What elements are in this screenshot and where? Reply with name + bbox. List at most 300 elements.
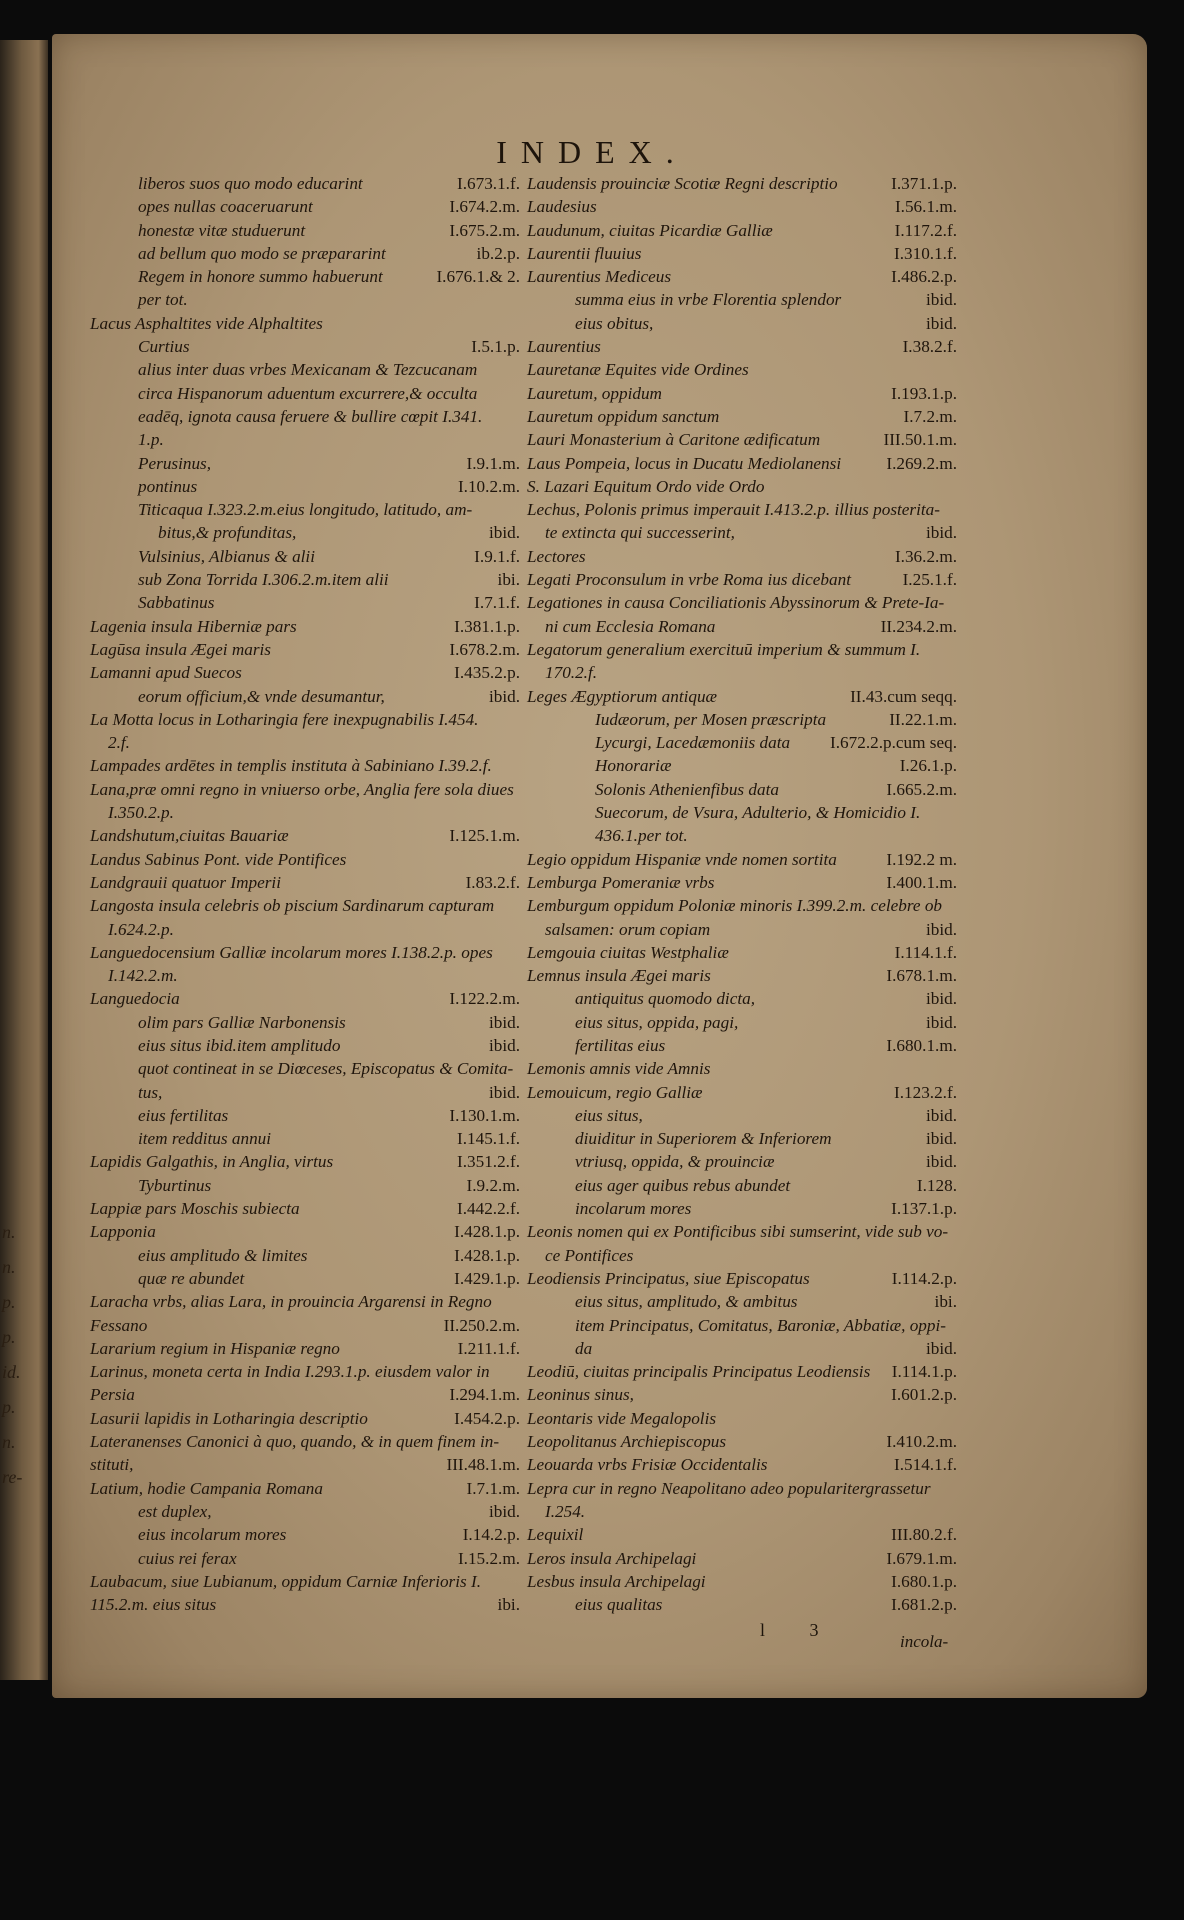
index-entry-text: Lagūsa insula Ægei maris xyxy=(90,639,271,659)
index-entry xyxy=(90,382,520,405)
index-entry xyxy=(527,1127,957,1150)
index-entry-text: eius obitus, xyxy=(575,313,654,333)
adjacent-page-fragments xyxy=(2,1215,42,1495)
index-entry-text: Legio oppidum Hispaniæ vnde nomen sortita xyxy=(527,849,837,869)
index-entry xyxy=(90,1034,520,1057)
edge-fragment: re- xyxy=(2,1467,23,1487)
index-entry-reference: ibid. xyxy=(925,290,957,310)
index-entry-text: Laracha vrbs, alias Lara, in prouincia Argarensi in Regno xyxy=(90,1292,492,1312)
index-entry-reference: I.38.2.f. xyxy=(902,337,957,357)
index-entry-reference: I.7.1.f. xyxy=(474,593,520,613)
index-entry-text: circa Hispanorum aduentum excurrere,& occulta xyxy=(138,383,478,403)
index-entry-text: ni cum Ecclesia Romana xyxy=(545,616,716,636)
index-entry-reference: I.130.1.m. xyxy=(449,1105,520,1125)
index-entry xyxy=(527,1523,957,1546)
index-entry xyxy=(90,1220,520,1243)
index-entry xyxy=(527,685,957,708)
signature-mark: l 3 xyxy=(760,1620,839,1640)
index-entry xyxy=(527,358,957,381)
index-entry-text: Legatorum generalium exercituū imperium & summum I. xyxy=(527,639,921,659)
index-entry xyxy=(90,498,520,521)
index-entry xyxy=(527,195,957,218)
index-entry xyxy=(90,661,520,684)
index-entry-text: item redditus annui xyxy=(138,1129,272,1149)
index-entry xyxy=(90,1547,520,1570)
index-entry xyxy=(527,1197,957,1220)
index-entry-text: Lepra cur in regno Neapolitano adeo popularitergrassetur xyxy=(527,1478,931,1498)
index-entry xyxy=(527,964,957,987)
index-entry-text: antiquitus quomodo dicta, xyxy=(575,989,755,1009)
index-entry-text: Laurentius xyxy=(527,337,601,357)
index-entry-reference: I.678.1.m. xyxy=(886,966,957,986)
index-entry-text: Lampades ardētes in templis instituta à Sabiniano I.39.2.f. xyxy=(90,756,492,776)
index-entry-text: Tyburtinus xyxy=(138,1175,212,1195)
page-header: INDEX. xyxy=(496,134,688,170)
index-entry xyxy=(90,1267,520,1290)
index-entry-reference: III.50.1.m. xyxy=(883,430,957,450)
index-entry-reference: I.673.1.f. xyxy=(456,174,520,193)
edge-fragment: n. xyxy=(2,1432,16,1452)
index-entry-text: fertilitas eius xyxy=(575,1035,666,1055)
index-entry xyxy=(527,638,957,661)
index-entry xyxy=(527,1011,957,1034)
index-entry xyxy=(90,242,520,265)
index-entry xyxy=(90,918,520,941)
index-entry-reference: I.674.2.m. xyxy=(449,197,520,217)
index-entry-text: Latium, hodie Campania Romana xyxy=(90,1478,323,1498)
index-entry xyxy=(90,1453,520,1476)
index-entry-text: da xyxy=(575,1338,593,1358)
index-entry xyxy=(90,894,520,917)
index-entry-reference: I.442.2.f. xyxy=(456,1199,520,1219)
index-entry-text: liberos suos quo modo educarint xyxy=(138,174,363,193)
index-entry xyxy=(527,824,957,847)
index-entry xyxy=(527,498,957,521)
index-entry xyxy=(527,1500,957,1523)
index-entry xyxy=(90,1523,520,1546)
index-entry-text: 2.f. xyxy=(108,733,130,753)
index-entry xyxy=(527,1220,957,1243)
index-entry-reference: I.114.2.p. xyxy=(891,1268,957,1288)
index-entry xyxy=(90,708,520,731)
index-entry xyxy=(90,731,520,754)
index-entry-reference: I.672.2.p.cum seq. xyxy=(830,733,957,753)
index-entry xyxy=(90,1081,520,1104)
index-entry-text: Lamanni apud Suecos xyxy=(90,663,242,683)
index-entry xyxy=(90,848,520,871)
index-entry-text: S. Lazari Equitum Ordo vide Ordo xyxy=(527,476,765,496)
index-entry-text: Lauri Monasterium à Caritone ædificatum xyxy=(527,430,821,450)
index-entry-reference: I.114.1.p. xyxy=(891,1362,957,1382)
index-entry-text: Landshutum,ciuitas Bauariæ xyxy=(90,826,289,846)
index-entry-reference: I.514.1.f. xyxy=(893,1455,957,1475)
index-entry-reference: ibid. xyxy=(488,686,520,706)
index-entry xyxy=(527,778,957,801)
index-entry xyxy=(90,358,520,381)
index-entry-text: eorum officium,& vnde desumantur, xyxy=(138,686,385,706)
index-entry-reference: I.680.1.p. xyxy=(891,1571,957,1591)
index-entry-reference: I.454.2.p. xyxy=(454,1408,520,1428)
index-entry-text: Lemgouia ciuitas Westphaliæ xyxy=(527,942,729,962)
edge-fragment: p. xyxy=(2,1327,16,1347)
edge-fragment: id. xyxy=(2,1362,21,1382)
index-entry-reference: I.428.1.p. xyxy=(454,1222,520,1242)
index-entry-reference: II.250.2.m. xyxy=(443,1315,520,1335)
index-entry xyxy=(90,1593,520,1616)
index-entry-reference: II.43.cum seqq. xyxy=(850,686,957,706)
index-entry-text: item Principatus, Comitatus, Baroniæ, Abbatiæ, oppi- xyxy=(575,1315,946,1335)
index-entry-reference: I.678.2.m. xyxy=(449,639,520,659)
index-column-right xyxy=(527,172,957,1616)
index-entry xyxy=(527,545,957,568)
index-entry-text: Lectores xyxy=(527,546,586,566)
index-entry-reference: I.7.2.m. xyxy=(903,406,957,426)
index-entry-text: alius inter duas vrbes Mexicanam & Tezcucanam xyxy=(138,360,478,380)
index-entry-text: Lateranenses Canonici à quo, quando, & in quem finem in- xyxy=(90,1432,500,1452)
index-entry xyxy=(90,545,520,568)
index-entry-text: eius qualitas xyxy=(575,1595,663,1615)
index-entry xyxy=(527,335,957,358)
index-entry xyxy=(90,1150,520,1173)
index-entry-text: salsamen: orum copiam xyxy=(545,919,711,939)
index-entry-text: Laudesius xyxy=(527,197,597,217)
index-entry xyxy=(527,219,957,242)
index-entry xyxy=(90,987,520,1010)
index-entry xyxy=(90,1127,520,1150)
index-entry xyxy=(527,1477,957,1500)
index-entry-text: Persia xyxy=(90,1385,135,1405)
index-entry xyxy=(527,848,957,871)
index-entry-reference: I.680.1.m. xyxy=(886,1035,957,1055)
index-entry-text: Titicaqua I.323.2.m.eius longitudo, latitudo, am- xyxy=(138,500,473,520)
index-entry-text: Honorariæ xyxy=(595,756,672,776)
index-entry xyxy=(90,1477,520,1500)
index-entry-reference: I.211.1.f. xyxy=(457,1338,520,1358)
index-entry-reference: I.36.2.m. xyxy=(894,546,957,566)
index-entry-text: Lagenia insula Hiberniæ pars xyxy=(90,616,297,636)
index-entry-text: Langosta insula celebris ob piscium Sardinarum capturam xyxy=(90,896,495,916)
index-entry xyxy=(527,1104,957,1127)
index-entry-reference: I.193.1.p. xyxy=(891,383,957,403)
index-entry-text: bitus,& profunditas, xyxy=(158,523,297,543)
index-entry-text: ce Pontifices xyxy=(545,1245,634,1265)
index-entry xyxy=(527,941,957,964)
index-entry-text: Leontaris vide Megalopolis xyxy=(527,1408,717,1428)
index-entry-reference: I.137.1.p. xyxy=(891,1199,957,1219)
index-entry-text: opes nullas coaceruarunt xyxy=(138,197,313,217)
index-entry-text: summa eius in vrbe Florentia splendor xyxy=(575,290,842,310)
index-entry-reference: I.25.1.f. xyxy=(902,570,957,590)
index-entry xyxy=(90,638,520,661)
index-entry xyxy=(90,172,520,195)
index-entry-reference: ibid. xyxy=(925,1105,957,1125)
index-entry-reference: ibid. xyxy=(488,1012,520,1032)
index-entry xyxy=(527,312,957,335)
index-entry-text: Legati Proconsulum in vrbe Roma ius dicebant xyxy=(527,570,851,590)
index-entry xyxy=(90,871,520,894)
index-entry-text: eius situs, oppida, pagi, xyxy=(575,1012,739,1032)
index-entry-reference: ibid. xyxy=(925,523,957,543)
index-entry-text: Laus Pompeia, locus in Ducatu Mediolanensi xyxy=(527,453,842,473)
index-entry-text: Laurentius Mediceus xyxy=(527,267,672,287)
adjacent-page-edge xyxy=(0,40,48,1680)
index-entry xyxy=(527,1057,957,1080)
index-entry-reference: ibid. xyxy=(925,989,957,1009)
index-entry-reference: ibid. xyxy=(488,523,520,543)
index-entry xyxy=(90,428,520,451)
index-entry xyxy=(90,475,520,498)
index-entry-text: vtriusq, oppida, & prouinciæ xyxy=(575,1152,775,1172)
index-entry xyxy=(90,941,520,964)
index-entry-text: Sabbatinus xyxy=(138,593,215,613)
index-entry-text: Leouarda vrbs Frisiæ Occidentalis xyxy=(527,1455,768,1475)
index-entry-reference: ibid. xyxy=(925,919,957,939)
index-entry-text: 115.2.m. eius situs xyxy=(90,1595,217,1615)
index-entry xyxy=(90,312,520,335)
index-entry-reference: III.48.1.m. xyxy=(446,1455,520,1475)
index-entry xyxy=(90,1290,520,1313)
index-entry-text: eius situs, amplitudo, & ambitus xyxy=(575,1292,798,1312)
index-entry-text: Lemouicum, regio Galliæ xyxy=(527,1082,703,1102)
index-entry-text: La Motta locus in Lotharingia fere inexpugnabilis I.454. xyxy=(90,709,479,729)
index-entry xyxy=(527,1267,957,1290)
index-entry-reference: ibid. xyxy=(488,1035,520,1055)
index-entry-text: Leonis nomen qui ex Pontificibus sibi sumserint, vide sub vo- xyxy=(527,1222,949,1242)
index-entry xyxy=(90,1197,520,1220)
index-entry xyxy=(90,521,520,544)
index-entry-reference: I.675.2.m. xyxy=(449,220,520,240)
index-entry-text: Languedocensium Galliæ incolarum mores I.138.2.p. opes xyxy=(90,942,493,962)
index-entry-text: stituti, xyxy=(90,1455,134,1475)
index-entry xyxy=(527,987,957,1010)
index-entry-text: pontinus xyxy=(138,476,198,496)
index-entry-reference: ibid. xyxy=(925,313,957,333)
index-entry-text: 436.1.per tot. xyxy=(595,826,688,846)
index-entry xyxy=(90,1383,520,1406)
index-entry-text: Lemburgum oppidum Poloniæ minoris I.399.2.m. celebre ob xyxy=(527,896,943,916)
index-entry xyxy=(90,219,520,242)
index-entry-reference: I.681.2.p. xyxy=(891,1595,957,1615)
index-entry-text: Iudæorum, per Mosen præscripta xyxy=(595,709,827,729)
index-entry-reference: I.123.2.f. xyxy=(893,1082,957,1102)
index-column-left xyxy=(90,172,520,1616)
index-entry-text: Lycurgi, Lacedæmoniis data xyxy=(595,733,791,753)
index-entry xyxy=(527,1430,957,1453)
index-entry-text: est duplex, xyxy=(138,1501,212,1521)
index-entry-text: Fessano xyxy=(90,1315,148,1335)
index-entry xyxy=(527,288,957,311)
index-entry-text: eius fertilitas xyxy=(138,1105,229,1125)
index-entry xyxy=(90,1011,520,1034)
index-entry xyxy=(90,685,520,708)
index-entry-reference: I.410.2.m. xyxy=(886,1432,957,1452)
index-entry-text: Curtius xyxy=(138,337,190,357)
edge-fragment: p. xyxy=(2,1397,16,1417)
index-entry-reference: I.145.1.f. xyxy=(456,1129,520,1149)
index-entry-text: Leodiū, ciuitas principalis Principatus Leodiensis xyxy=(527,1362,871,1382)
index-entry-text: Lechus, Polonis primus imperauit I.413.2.p. illius posterita- xyxy=(527,500,940,520)
index-entry-text: diuiditur in Superiorem & Inferiorem xyxy=(575,1129,832,1149)
index-entry xyxy=(90,964,520,987)
index-entry-reference: I.56.1.m. xyxy=(894,197,957,217)
index-entry xyxy=(90,1337,520,1360)
index-entry xyxy=(90,754,520,777)
edge-fragment: p. xyxy=(2,1292,16,1312)
index-entry-text: Lauretum, oppidum xyxy=(527,383,662,403)
index-entry-text: Suecorum, de Vsura, Adulterio, & Homicidio I. xyxy=(595,803,921,823)
index-entry-text: Larinus, moneta certa in India I.293.1.p. eiusdem valor in xyxy=(90,1362,490,1382)
index-entry-text: Vulsinius, Albianus & alii xyxy=(138,546,315,566)
index-entry xyxy=(90,452,520,475)
index-entry-reference: ibid. xyxy=(925,1338,957,1358)
index-entry-text: Lana,præ omni regno in vniuerso orbe, Anglia fere sola diues xyxy=(90,779,514,799)
index-entry-reference: I.9.1.m. xyxy=(466,453,520,473)
index-entry xyxy=(527,382,957,405)
index-entry xyxy=(90,265,520,288)
index-entry xyxy=(90,1104,520,1127)
index-entry-reference: I.371.1.p. xyxy=(891,174,957,193)
index-entry-text: per tot. xyxy=(138,290,188,310)
index-entry-text: quæ re abundet xyxy=(138,1268,245,1288)
index-entry-text: Lauretum oppidum sanctum xyxy=(527,406,720,426)
index-entry-reference: I.269.2.m. xyxy=(886,453,957,473)
index-entry xyxy=(527,661,957,684)
index-entry-text: quot contineat in se Diœceses, Episcopatus & Comita- xyxy=(138,1059,514,1079)
index-entry-reference: I.429.1.p. xyxy=(454,1268,520,1288)
index-entry-reference: III.80.2.f. xyxy=(891,1525,957,1545)
index-entry-text: Leges Ægyptiorum antiquæ xyxy=(527,686,718,706)
index-entry-text: eadēq, ignota causa feruere & bullire cœpit I.341. xyxy=(138,406,483,426)
index-entry-text: Lemnus insula Ægei maris xyxy=(527,966,711,986)
index-entry-reference: I.310.1.f. xyxy=(893,243,957,263)
index-entry-text: Laubacum, siue Lubianum, oppidum Carniæ Inferioris I. xyxy=(90,1571,482,1591)
index-entry-reference: I.83.2.f. xyxy=(465,872,520,892)
index-entry xyxy=(90,1570,520,1593)
index-entry xyxy=(90,1360,520,1383)
index-entry xyxy=(90,778,520,801)
index-entry-reference: I.9.1.f. xyxy=(474,546,520,566)
index-entry-text: tus, xyxy=(138,1082,163,1102)
index-entry-reference: I.381.1.p. xyxy=(454,616,520,636)
index-entry-reference: I.117.2.f. xyxy=(894,220,957,240)
index-entry xyxy=(90,335,520,358)
index-entry xyxy=(527,265,957,288)
index-entry xyxy=(527,428,957,451)
index-entry-text: Lararium regium in Hispaniæ regno xyxy=(90,1338,340,1358)
index-entry-reference: I.5.1.p. xyxy=(471,337,520,357)
index-entry-text: Laurentii fluuius xyxy=(527,243,642,263)
index-entry xyxy=(527,801,957,824)
index-entry xyxy=(527,894,957,917)
index-entry xyxy=(527,452,957,475)
index-entry xyxy=(90,615,520,638)
index-entry xyxy=(527,1081,957,1104)
index-entry-reference: II.22.1.m. xyxy=(889,709,957,729)
index-entry xyxy=(90,1430,520,1453)
index-entry xyxy=(90,1407,520,1430)
index-entry-text: Solonis Athenienfibus data xyxy=(595,779,779,799)
index-entry xyxy=(90,591,520,614)
index-entry-reference: I.192.2 m. xyxy=(886,849,957,869)
index-entry-reference: I.679.1.m. xyxy=(886,1548,957,1568)
index-entry xyxy=(527,1570,957,1593)
index-entry-reference: ibid. xyxy=(925,1012,957,1032)
index-entry xyxy=(90,195,520,218)
index-entry-reference: ibid. xyxy=(488,1082,520,1102)
index-entry xyxy=(90,1314,520,1337)
index-entry xyxy=(527,754,957,777)
index-entry-text: Lesbus insula Archipelagi xyxy=(527,1571,706,1591)
index-entry-text: eius situs ibid.item amplitudo xyxy=(138,1035,341,1055)
index-entry-reference: I.14.2.p. xyxy=(462,1525,520,1545)
index-entry-text: cuius rei ferax xyxy=(138,1548,237,1568)
index-entry-reference: II.234.2.m. xyxy=(880,616,957,636)
index-entry-text: Languedocia xyxy=(90,989,180,1009)
index-entry-text: honestæ vitæ studuerunt xyxy=(138,220,306,240)
index-entry-text: Laudensis prouinciæ Scotiæ Regni descriptio xyxy=(527,174,838,193)
index-entry-reference: ibi. xyxy=(497,570,520,590)
index-entry xyxy=(90,288,520,311)
index-entry-text: Landus Sabinus Pont. vide Pontifices xyxy=(90,849,347,869)
index-entry xyxy=(90,1244,520,1267)
index-entry-text: Lacus Asphaltites vide Alphaltites xyxy=(90,313,323,333)
index-entry-text: Lemonis amnis vide Amnis xyxy=(527,1059,711,1079)
index-entry-text: I.624.2.p. xyxy=(108,919,174,939)
index-entry xyxy=(527,1453,957,1476)
index-entry-text: Leodiensis Principatus, siue Episcopatus xyxy=(527,1268,810,1288)
index-entry-text: Regem in honore summo habuerunt xyxy=(138,267,383,287)
index-entry-reference: ibi. xyxy=(934,1292,957,1312)
index-entry xyxy=(527,708,957,731)
index-entry-text: Perusinus, xyxy=(138,453,212,473)
index-entry-reference: I.26.1.p. xyxy=(899,756,957,776)
index-entry-text: eius incolarum mores xyxy=(138,1525,287,1545)
index-entry-text: Leoninus sinus, xyxy=(527,1385,634,1405)
edge-fragment: n. xyxy=(2,1222,16,1242)
index-entry-text: I.350.2.p. xyxy=(108,803,174,823)
index-entry-text: Lequixil xyxy=(527,1525,584,1545)
index-entry-reference: I.351.2.f. xyxy=(456,1152,520,1172)
index-entry-reference: ibid. xyxy=(488,1501,520,1521)
index-entry-text: Lappiæ pars Moschis subiecta xyxy=(90,1199,300,1219)
index-entry-text: eius ager quibus rebus abundet xyxy=(575,1175,791,1195)
index-entry xyxy=(90,1174,520,1197)
index-entry xyxy=(527,1593,957,1616)
index-entry xyxy=(527,1407,957,1430)
index-entry-text: incolarum mores xyxy=(575,1199,692,1219)
index-entry-text: 1.p. xyxy=(138,430,164,450)
index-entry-text: Lasurii lapidis in Lotharingia descriptio xyxy=(90,1408,368,1428)
index-entry xyxy=(527,242,957,265)
index-entry-text: Lapponia xyxy=(90,1222,156,1242)
catchword: incola- xyxy=(900,1632,949,1651)
index-entry-reference: I.435.2.p. xyxy=(454,663,520,683)
index-entry xyxy=(527,521,957,544)
index-entry xyxy=(527,1290,957,1313)
index-entry xyxy=(527,1244,957,1267)
index-entry-text: te extincta qui successerint, xyxy=(545,523,735,543)
index-entry-reference: I.294.1.m. xyxy=(449,1385,520,1405)
index-entry xyxy=(527,871,957,894)
index-entry xyxy=(527,475,957,498)
index-entry xyxy=(527,1337,957,1360)
index-entry xyxy=(90,405,520,428)
index-entry xyxy=(527,591,957,614)
index-entry-reference: I.125.1.m. xyxy=(449,826,520,846)
index-entry-reference: I.114.1.f. xyxy=(894,942,957,962)
index-entry-reference: I.676.1.& 2. xyxy=(436,267,520,287)
index-entry xyxy=(527,1547,957,1570)
